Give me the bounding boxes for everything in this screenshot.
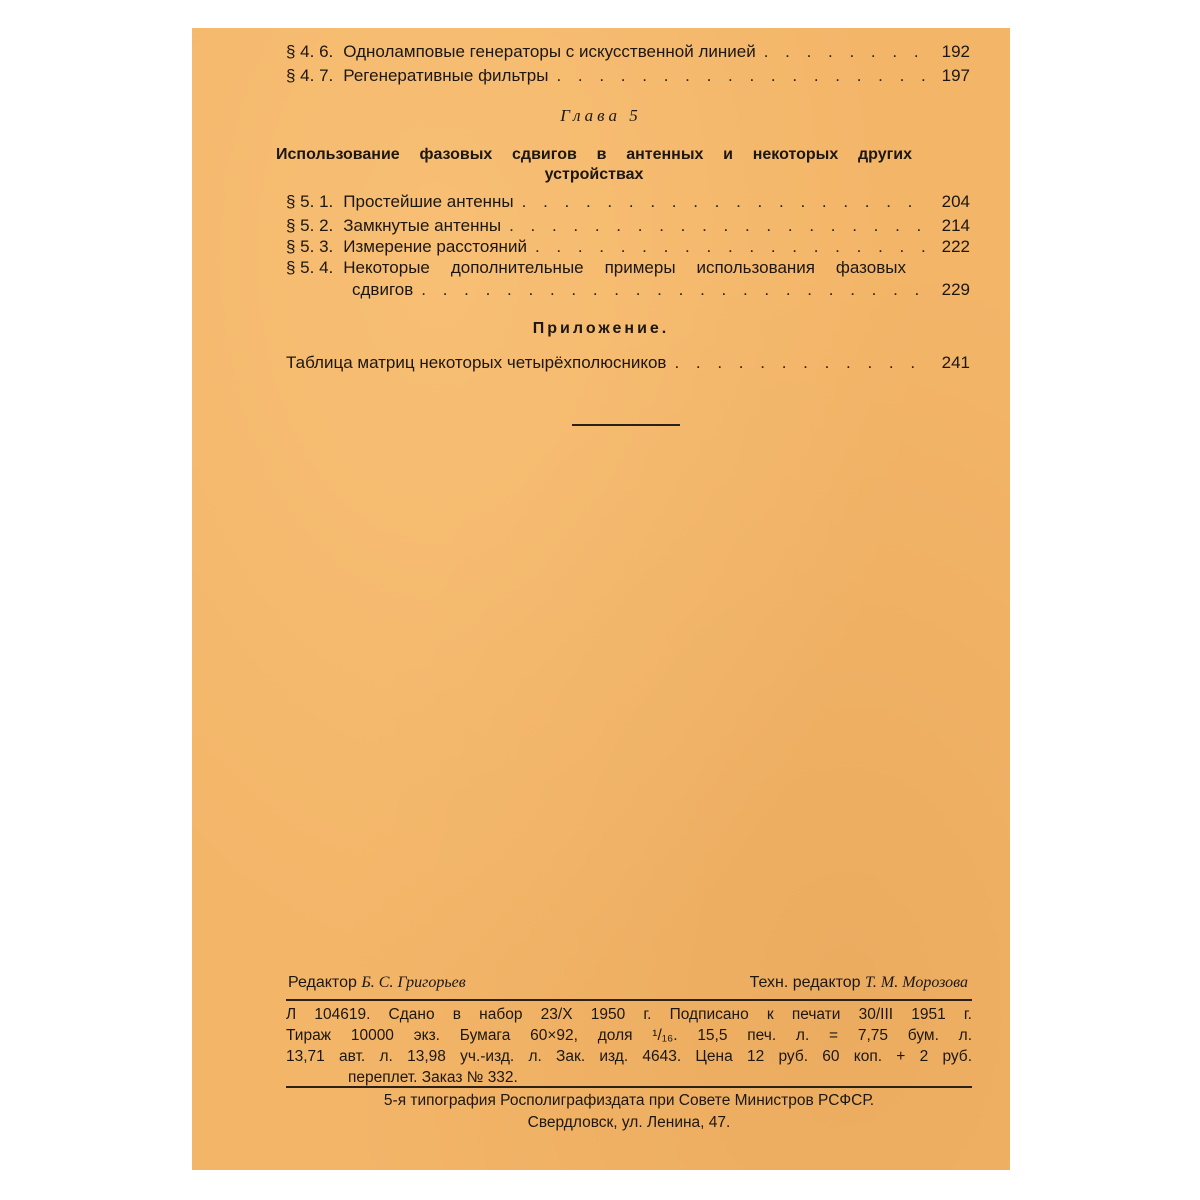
printer-line-2: Свердловск, ул. Ленина, 47. bbox=[527, 1114, 731, 1131]
toc-entry-title: Замкнутые антенны bbox=[343, 216, 502, 235]
tech-editor-label: Техн. редактор bbox=[749, 974, 861, 991]
toc-page-number: 197 bbox=[941, 66, 970, 85]
toc-page-number: 204 bbox=[941, 192, 970, 211]
imprint-block bbox=[286, 1004, 972, 1088]
leader-dots bbox=[509, 215, 926, 237]
separator-rule bbox=[572, 424, 680, 426]
imprint-line-3: 13,71 авт. л. 13,98 уч.-изд. л. Зак. изд. 4643. Цена 12 руб. 60 коп. + 2 руб. bbox=[286, 1048, 972, 1065]
book-page bbox=[192, 28, 1010, 1170]
toc-section-number: § 5. 2. bbox=[286, 216, 334, 235]
leader-dots bbox=[522, 191, 926, 213]
tech-editor-name: Т. М. Морозова bbox=[865, 974, 968, 991]
toc-entry-title-line2: сдвигов bbox=[352, 280, 414, 299]
toc-entry-title: Измерение расстояний bbox=[343, 237, 527, 256]
tech-editor-credit bbox=[750, 974, 968, 992]
toc-entry-appendix bbox=[286, 352, 970, 374]
toc-entry-5-1 bbox=[286, 191, 970, 213]
toc-section-number: § 4. 6. bbox=[286, 42, 334, 61]
editor-label: Редактор bbox=[288, 974, 357, 991]
leader-dots bbox=[674, 352, 926, 374]
imprint-line-2: Тираж 10000 экз. Бумага 60×92, доля ¹/₁₆. 15,5 печ. л. = 7,75 бум. л. bbox=[286, 1027, 972, 1044]
chapter-heading bbox=[276, 145, 912, 185]
toc-page-number: 222 bbox=[941, 237, 970, 256]
credits-row bbox=[288, 974, 968, 992]
editor-name: Б. С. Григорьев bbox=[361, 974, 466, 991]
leader-dots bbox=[556, 65, 926, 87]
toc-entry-title: Регенеративные фильтры bbox=[343, 66, 549, 85]
chapter-heading-line1: Использование фазовых сдвигов в антенных и некоторых других bbox=[276, 146, 912, 163]
imprint-line-1: Л 104619. Сдано в набор 23/X 1950 г. Подписано к печати 30/III 1951 г. bbox=[286, 1006, 972, 1023]
chapter-label: Глава 5 bbox=[560, 106, 642, 125]
toc-page-number: 229 bbox=[941, 280, 970, 299]
toc-entry-title-line1: Некоторые дополнительные примеры использования фазовых bbox=[343, 258, 906, 277]
toc-page-number: 192 bbox=[941, 42, 970, 61]
toc-entry-5-4-cont bbox=[352, 279, 970, 301]
toc-entry-5-4 bbox=[286, 257, 906, 279]
toc-entry-5-2 bbox=[286, 215, 970, 237]
toc-page-number: 241 bbox=[941, 353, 970, 372]
toc-entry-5-3 bbox=[286, 236, 970, 258]
chapter-heading-line2: устройствах bbox=[544, 166, 644, 183]
toc-section-number: § 4. 7. bbox=[286, 66, 334, 85]
toc-section-number: § 5. 3. bbox=[286, 237, 334, 256]
editor-credit bbox=[288, 974, 466, 992]
imprint-bottom-rule bbox=[286, 1086, 972, 1088]
toc-entry-4-6 bbox=[286, 41, 970, 63]
toc-entry-title: Таблица матриц некоторых четырёхполюсников bbox=[286, 353, 667, 372]
toc-entry-title: Простейшие антенны bbox=[343, 192, 514, 211]
appendix-heading: Приложение. bbox=[532, 320, 670, 337]
toc-section-number: § 5. 4. bbox=[286, 258, 334, 277]
leader-dots bbox=[764, 41, 926, 63]
printer-line-1: 5-я типография Росполиграфиздата при Совете Министров РСФСР. bbox=[383, 1092, 875, 1109]
leader-dots bbox=[535, 236, 926, 258]
toc-section-number: § 5. 1. bbox=[286, 192, 334, 211]
toc-entry-4-7 bbox=[286, 65, 970, 87]
imprint-top-rule bbox=[286, 999, 972, 1001]
printer-block bbox=[286, 1090, 972, 1134]
leader-dots bbox=[421, 279, 926, 301]
toc-entry-title: Одноламповые генераторы с искусственной линией bbox=[343, 42, 756, 61]
imprint-line-4: переплет. Заказ № 332. bbox=[348, 1069, 518, 1086]
toc-page-number: 214 bbox=[941, 216, 970, 235]
